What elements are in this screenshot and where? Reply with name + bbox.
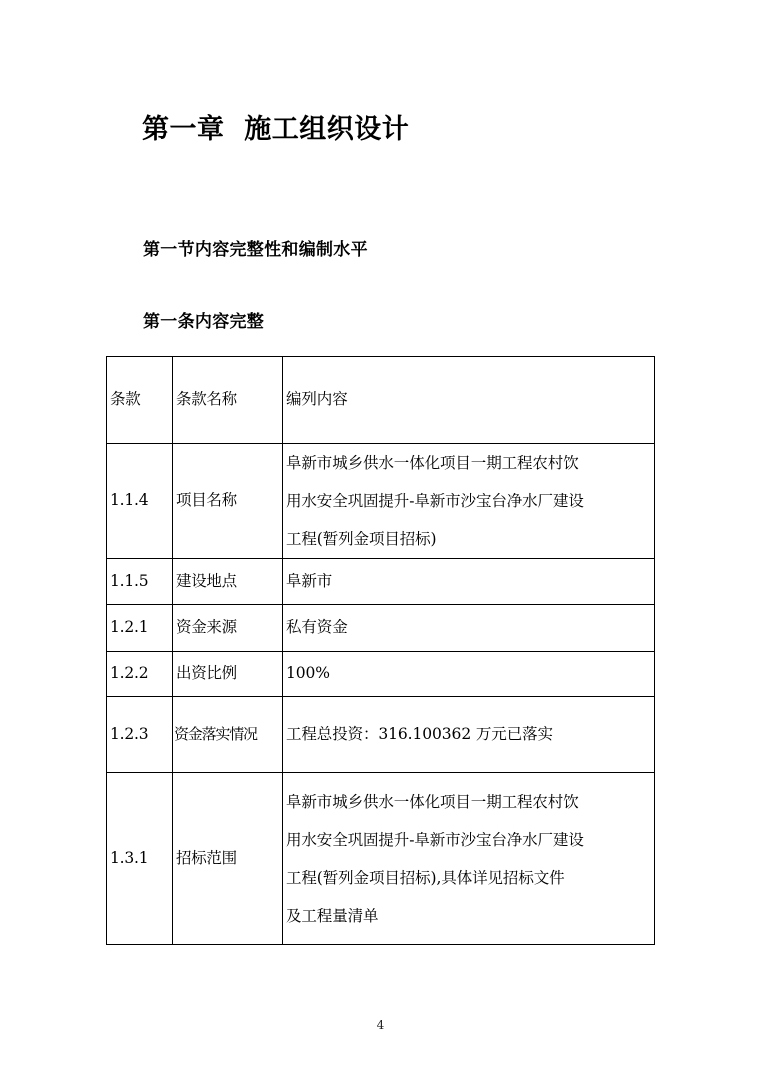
table-row bbox=[107, 697, 655, 773]
row-clause: 1.3.1 bbox=[107, 773, 173, 945]
content-line: 工程总投资：316.100362 万元已落实 bbox=[286, 724, 553, 743]
table-row bbox=[107, 652, 655, 697]
row-name: 招标范围 bbox=[173, 773, 283, 945]
table-row bbox=[107, 444, 655, 559]
content-line: 阜新市 bbox=[286, 571, 333, 590]
table-header-clause: 条款 bbox=[107, 357, 173, 444]
content-line: 工程(暂列金项目招标) bbox=[286, 530, 437, 548]
row-content bbox=[283, 652, 655, 697]
content-line: 工程(暂列金项目招标),具体详见招标文件 bbox=[286, 868, 565, 887]
row-content bbox=[283, 559, 655, 605]
table-row bbox=[107, 559, 655, 605]
page-number: 4 bbox=[376, 1018, 385, 1032]
row-clause: 1.2.2 bbox=[107, 652, 173, 697]
row-name: 建设地点 bbox=[173, 559, 283, 605]
section-heading-2: 第一条内容完整 bbox=[143, 312, 265, 332]
content-lines bbox=[286, 783, 651, 935]
content-line: 私有资金 bbox=[286, 618, 348, 637]
page-title: 第一章 施工组织设计 bbox=[142, 114, 410, 146]
clause-table bbox=[106, 356, 655, 945]
row-clause: 1.2.1 bbox=[107, 605, 173, 652]
content-line: 100% bbox=[286, 664, 330, 683]
row-name: 资金来源 bbox=[173, 605, 283, 652]
row-clause: 1.1.5 bbox=[107, 559, 173, 605]
row-name: 出资比例 bbox=[173, 652, 283, 697]
content-line: 用水安全巩固提升-阜新市沙宝台净水厂建设 bbox=[286, 492, 584, 510]
row-content bbox=[283, 697, 655, 773]
row-name: 项目名称 bbox=[173, 444, 283, 559]
row-content bbox=[283, 605, 655, 652]
row-name: 资金落实情况 bbox=[173, 697, 283, 773]
table-row bbox=[107, 773, 655, 945]
content-lines bbox=[286, 444, 651, 558]
section-heading-1: 第一节内容完整性和编制水平 bbox=[143, 240, 368, 261]
content-line: 用水安全巩固提升-阜新市沙宝台净水厂建设 bbox=[286, 830, 584, 849]
table-header-content: 编列内容 bbox=[283, 357, 655, 444]
table-row bbox=[107, 605, 655, 652]
content-line: 及工程量清单 bbox=[286, 906, 379, 925]
row-content bbox=[283, 444, 655, 559]
content-line: 阜新市城乡供水一体化项目一期工程农村饮 bbox=[286, 454, 579, 472]
table-header-row bbox=[107, 357, 655, 444]
content-line: 阜新市城乡供水一体化项目一期工程农村饮 bbox=[286, 792, 579, 811]
table-header-name: 条款名称 bbox=[173, 357, 283, 444]
row-content bbox=[283, 773, 655, 945]
row-clause: 1.1.4 bbox=[107, 444, 173, 559]
row-clause: 1.2.3 bbox=[107, 697, 173, 773]
